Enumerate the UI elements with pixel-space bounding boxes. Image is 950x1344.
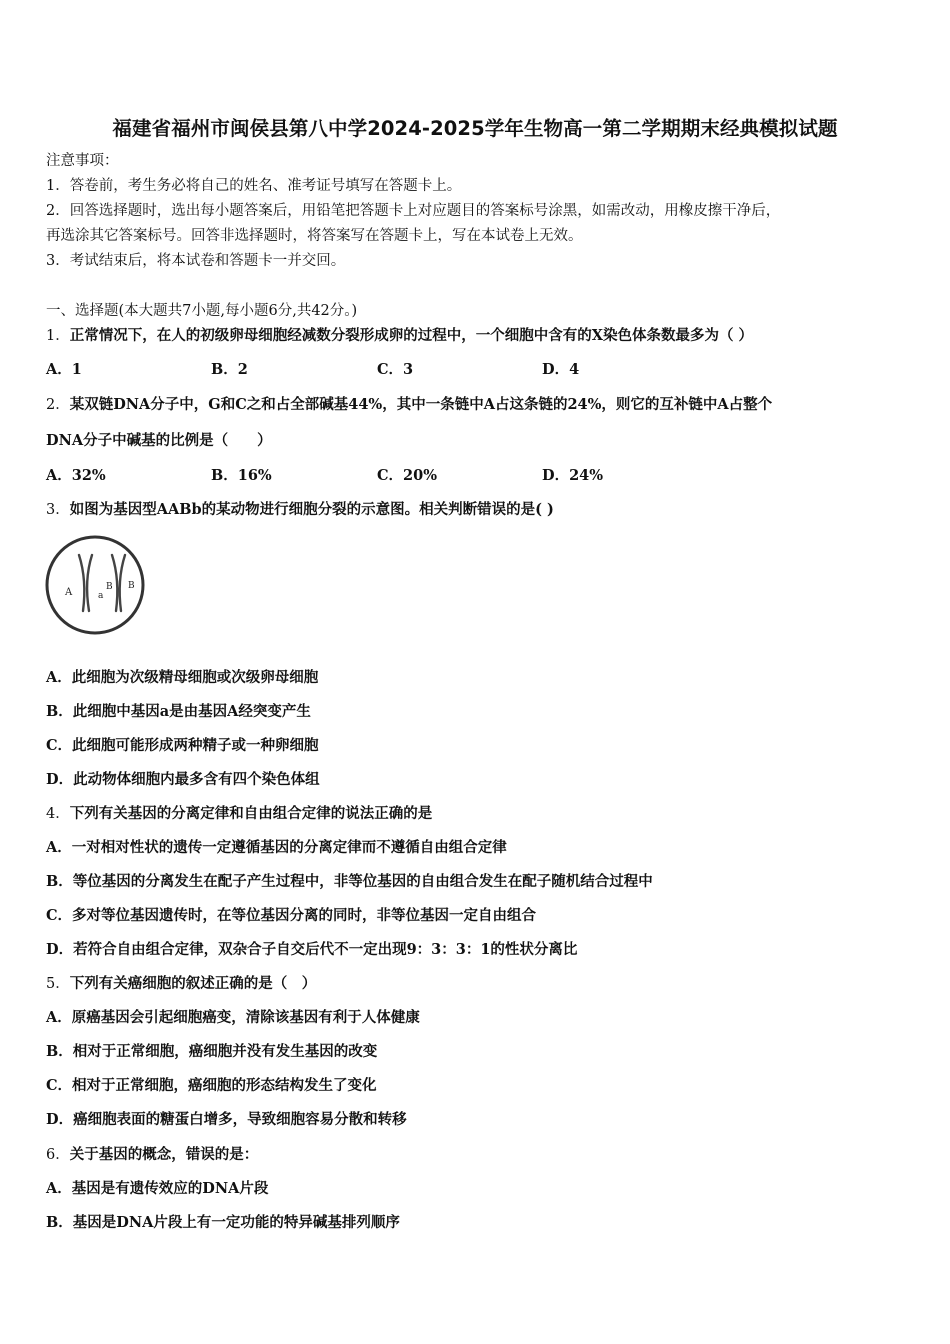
question-4-option-c[interactable]: C．多对等位基因遗传时，在等位基因分离的同时，非等位基因一定自由组合 (46, 907, 537, 924)
option-d[interactable]: D．4 (542, 361, 580, 378)
question-3-option-d[interactable]: D．此动物体细胞内最多含有四个染色体组 (46, 771, 320, 788)
question-4-option-b[interactable]: B．等位基因的分离发生在配子产生过程中，非等位基因的自由组合发生在配子随机结合过程中 (46, 873, 653, 890)
chromosome-right (112, 555, 125, 611)
question-number: 3． (46, 502, 70, 518)
option-a[interactable]: A．1 (46, 361, 82, 378)
question-5-option-c[interactable]: C．相对于正常细胞，癌细胞的形态结构发生了变化 (46, 1077, 377, 1094)
option-c[interactable]: C．3 (377, 361, 414, 378)
question-number: 1． (46, 328, 70, 344)
question-stem: 下列有关癌细胞的叙述正确的是（ ） (69, 975, 317, 992)
question-4-option-d[interactable]: D．若符合自由组合定律，双杂合子自交后代不一定出现9：3：3：1的性状分离比 (46, 941, 578, 958)
question-2 (46, 395, 772, 415)
option-b[interactable]: B．2 (211, 361, 248, 378)
question-6-option-a[interactable]: A．基因是有遗传效应的DNA片段 (46, 1180, 269, 1197)
option-c[interactable]: C．20% (377, 467, 437, 484)
question-stem: 正常情况下，在人的初级卵母细胞经减数分裂形成卵的过程中，一个细胞中含有的X染色体条数最多为（ ） (69, 327, 754, 344)
question-number: 4． (46, 806, 70, 822)
chromosome-left (79, 555, 92, 611)
gene-label-B-left: B (106, 582, 113, 592)
gene-label-B-right: B (128, 581, 135, 591)
question-5-option-b[interactable]: B．相对于正常细胞，癌细胞并没有发生基因的改变 (46, 1043, 378, 1060)
question-6 (46, 1145, 258, 1165)
question-number: 2． (46, 397, 70, 413)
notice-item-1: 1．答卷前，考生务必将自己的姓名、准考证号填写在答题卡上。 (46, 178, 462, 194)
page-title: 福建省福州市闽侯县第八中学2024-2025学年生物高一第二学期期末经典模拟试题 (112, 117, 838, 140)
question-4-option-a[interactable]: A．一对相对性状的遗传一定遵循基因的分离定律而不遵循自由组合定律 (46, 839, 507, 856)
question-stem: 某双链DNA分子中，G和C之和占全部碱基44%，其中一条链中A占这条链的24%，则它的互补链中A占整个 (69, 396, 773, 413)
question-number: 5． (46, 976, 70, 992)
question-stem: 如图为基因型AABb的某动物进行细胞分裂的示意图。相关判断错误的是( ) (69, 501, 554, 518)
section-heading: 一、选择题(本大题共7小题,每小题6分,共42分。) (46, 303, 358, 319)
question-1 (46, 326, 753, 346)
question-3-option-b[interactable]: B．此细胞中基因a是由基因A经突变产生 (46, 703, 311, 720)
question-5-option-d[interactable]: D．癌细胞表面的糖蛋白增多，导致细胞容易分散和转移 (46, 1111, 407, 1128)
option-d[interactable]: D．24% (542, 467, 604, 484)
question-4 (46, 804, 432, 824)
question-number: 6． (46, 1147, 70, 1163)
cell-division-diagram (43, 533, 147, 637)
question-3-option-c[interactable]: C．此细胞可能形成两种精子或一种卵细胞 (46, 737, 319, 754)
question-stem: 关于基因的概念，错误的是： (69, 1146, 259, 1163)
question-5-option-a[interactable]: A．原癌基因会引起细胞癌变，清除该基因有利于人体健康 (46, 1009, 420, 1026)
notice-item-2-cont: 再选涂其它答案标号。回答非选择题时，将答案写在答题卡上，写在本试卷上无效。 (46, 228, 583, 244)
question-stem: 下列有关基因的分离定律和自由组合定律的说法正确的是 (69, 805, 433, 822)
question-2-stem-cont: DNA分子中碱基的比例是（ ） (46, 432, 272, 449)
notice-item-3: 3．考试结束后，将本试卷和答题卡一并交回。 (46, 253, 346, 269)
notice-item-2: 2．回答选择题时，选出每小题答案后，用铅笔把答题卡上对应题目的答案标号涂黑，如需改动，用橡皮擦干净后， (46, 203, 781, 219)
notice-heading: 注意事项： (46, 153, 119, 169)
question-6-option-b[interactable]: B．基因是DNA片段上有一定功能的特异碱基排列顺序 (46, 1214, 400, 1231)
question-3 (46, 500, 554, 520)
option-b[interactable]: B．16% (211, 467, 272, 484)
gene-label-A: A (65, 587, 73, 598)
option-a[interactable]: A．32% (46, 467, 106, 484)
question-3-option-a[interactable]: A．此细胞为次级精母细胞或次级卵母细胞 (46, 669, 319, 686)
gene-label-a: a (98, 591, 104, 601)
question-5 (46, 974, 316, 994)
